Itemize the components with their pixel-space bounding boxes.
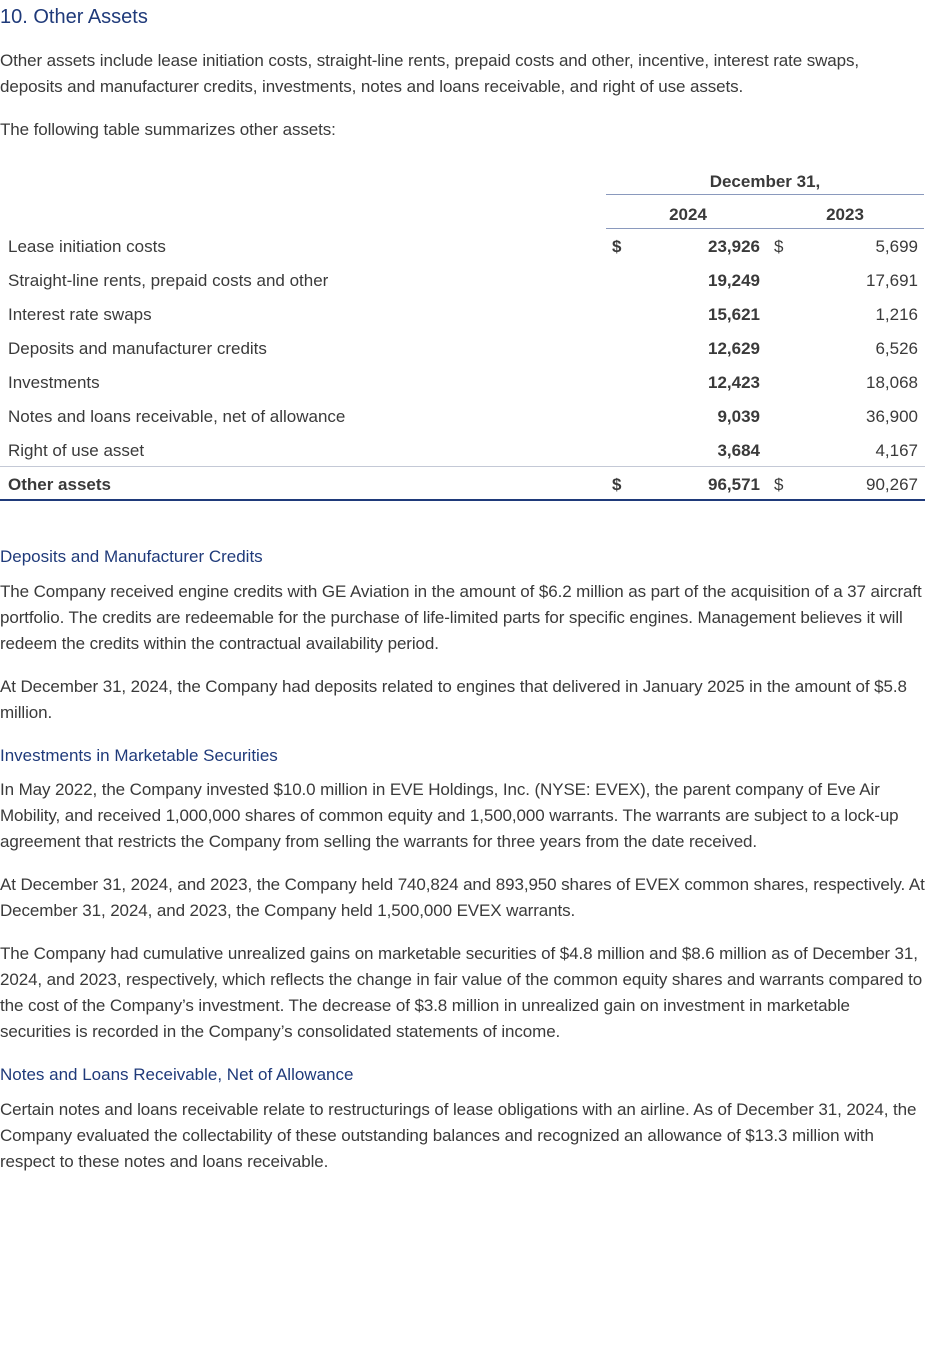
total-value-2023: 90,267 — [866, 475, 918, 494]
total-label: Other assets — [8, 475, 111, 494]
value-2024: 12,629 — [708, 339, 760, 358]
value-2024: 3,684 — [717, 441, 760, 460]
section-title: 10. Other Assets — [0, 6, 148, 28]
table-row — [0, 264, 925, 298]
investments-paragraph-3: The Company had cumulative unrealized gains on marketable securities of $4.8 million and $8.6 million as of December 31, 2024, and 2023, respectively, which reflects the change in fair value of the common equity shares and warrants compared to the cost of the Company’s investment. The decrease of $3.8 million in unrealized gain on investment in marketable securities is recorded in the Company’s consolidated statements of income. — [0, 944, 923, 1041]
value-2023: 6,526 — [875, 339, 918, 358]
currency-symbol: $ — [612, 475, 622, 494]
intro-paragraph: Other assets include lease initiation costs, straight-line rents, prepaid costs and other, incentive, interest rate swaps, deposits and manufacturer credits, investments, notes and loans receivable, and right of use assets. — [0, 51, 860, 96]
value-2024: 12,423 — [708, 373, 760, 392]
value-2023: 36,900 — [866, 407, 918, 426]
row-label: Lease initiation costs — [8, 237, 166, 256]
row-label: Investments — [8, 373, 100, 392]
currency-symbol: $ — [612, 237, 622, 256]
row-label: Straight-line rents, prepaid costs and other — [8, 271, 329, 290]
table-row — [0, 332, 925, 366]
investments-paragraph-1: In May 2022, the Company invested $10.0 million in EVE Holdings, Inc. (NYSE: EVEX), the parent company of Eve Air Mobility, and received 1,000,000 shares of common equity and 1,500,000 warrants. The warrants are subject to a lock-up agreement that restricts the Company from selling the warrants for three years from the date received. — [0, 780, 899, 851]
currency-symbol: $ — [774, 237, 784, 256]
value-2023: 17,691 — [866, 271, 918, 290]
value-2023: 1,216 — [875, 305, 918, 324]
notes-paragraph-1: Certain notes and loans receivable relate to restructurings of lease obligations with an airline. As of December 31, 2024, the Company evaluated the collectability of these outstanding balances and recognized an allowance of $13.3 million with respect to these notes and loans receivable. — [0, 1100, 917, 1171]
table-row — [0, 366, 925, 400]
deposits-paragraph-2: At December 31, 2024, the Company had deposits related to engines that delivered in January 2025 in the amount of $5.8 million. — [0, 677, 907, 722]
deposits-paragraph-1: The Company received engine credits with GE Aviation in the amount of $6.2 million as part of the acquisition of a 37 aircraft portfolio. The credits are redeemable for the purchase of life-limited parts for specific engines. Management believes it will redeem the credits within the contractual availability period. — [0, 582, 922, 653]
row-label: Notes and loans receivable, net of allowance — [8, 407, 346, 426]
total-divider — [0, 466, 925, 467]
total-bottom-rule — [0, 499, 925, 501]
row-label: Deposits and manufacturer credits — [8, 339, 267, 358]
column-header-2024: 2024 — [669, 205, 707, 224]
value-2023: 4,167 — [875, 441, 918, 460]
notes-heading: Notes and Loans Receivable, Net of Allowance — [0, 1065, 354, 1084]
value-2024: 15,621 — [708, 305, 760, 324]
total-row — [0, 468, 925, 502]
column-header-2023: 2023 — [826, 205, 864, 224]
table-row — [0, 400, 925, 434]
value-2023: 18,068 — [866, 373, 918, 392]
header-divider — [606, 194, 924, 195]
table-row — [0, 230, 925, 264]
table-row — [0, 298, 925, 332]
table-row — [0, 434, 925, 468]
investments-heading: Investments in Marketable Securities — [0, 746, 278, 765]
period-header: December 31, — [709, 172, 821, 191]
value-2024: 9,039 — [717, 407, 760, 426]
value-2024: 23,926 — [708, 237, 760, 256]
row-label: Right of use asset — [8, 441, 145, 460]
value-2023: 5,699 — [875, 237, 918, 256]
value-2024: 19,249 — [708, 271, 760, 290]
header-divider-bottom — [606, 228, 924, 229]
row-label: Interest rate swaps — [8, 305, 152, 324]
deposits-heading: Deposits and Manufacturer Credits — [0, 547, 263, 566]
table-intro-paragraph: The following table summarizes other assets: — [0, 120, 336, 139]
total-value-2024: 96,571 — [708, 475, 760, 494]
currency-symbol: $ — [774, 475, 784, 494]
investments-paragraph-2: At December 31, 2024, and 2023, the Company held 740,824 and 893,950 shares of EVEX common shares, respectively. At December 31, 2024, and 2023, the Company held 1,500,000 EVEX warrants. — [0, 875, 925, 920]
